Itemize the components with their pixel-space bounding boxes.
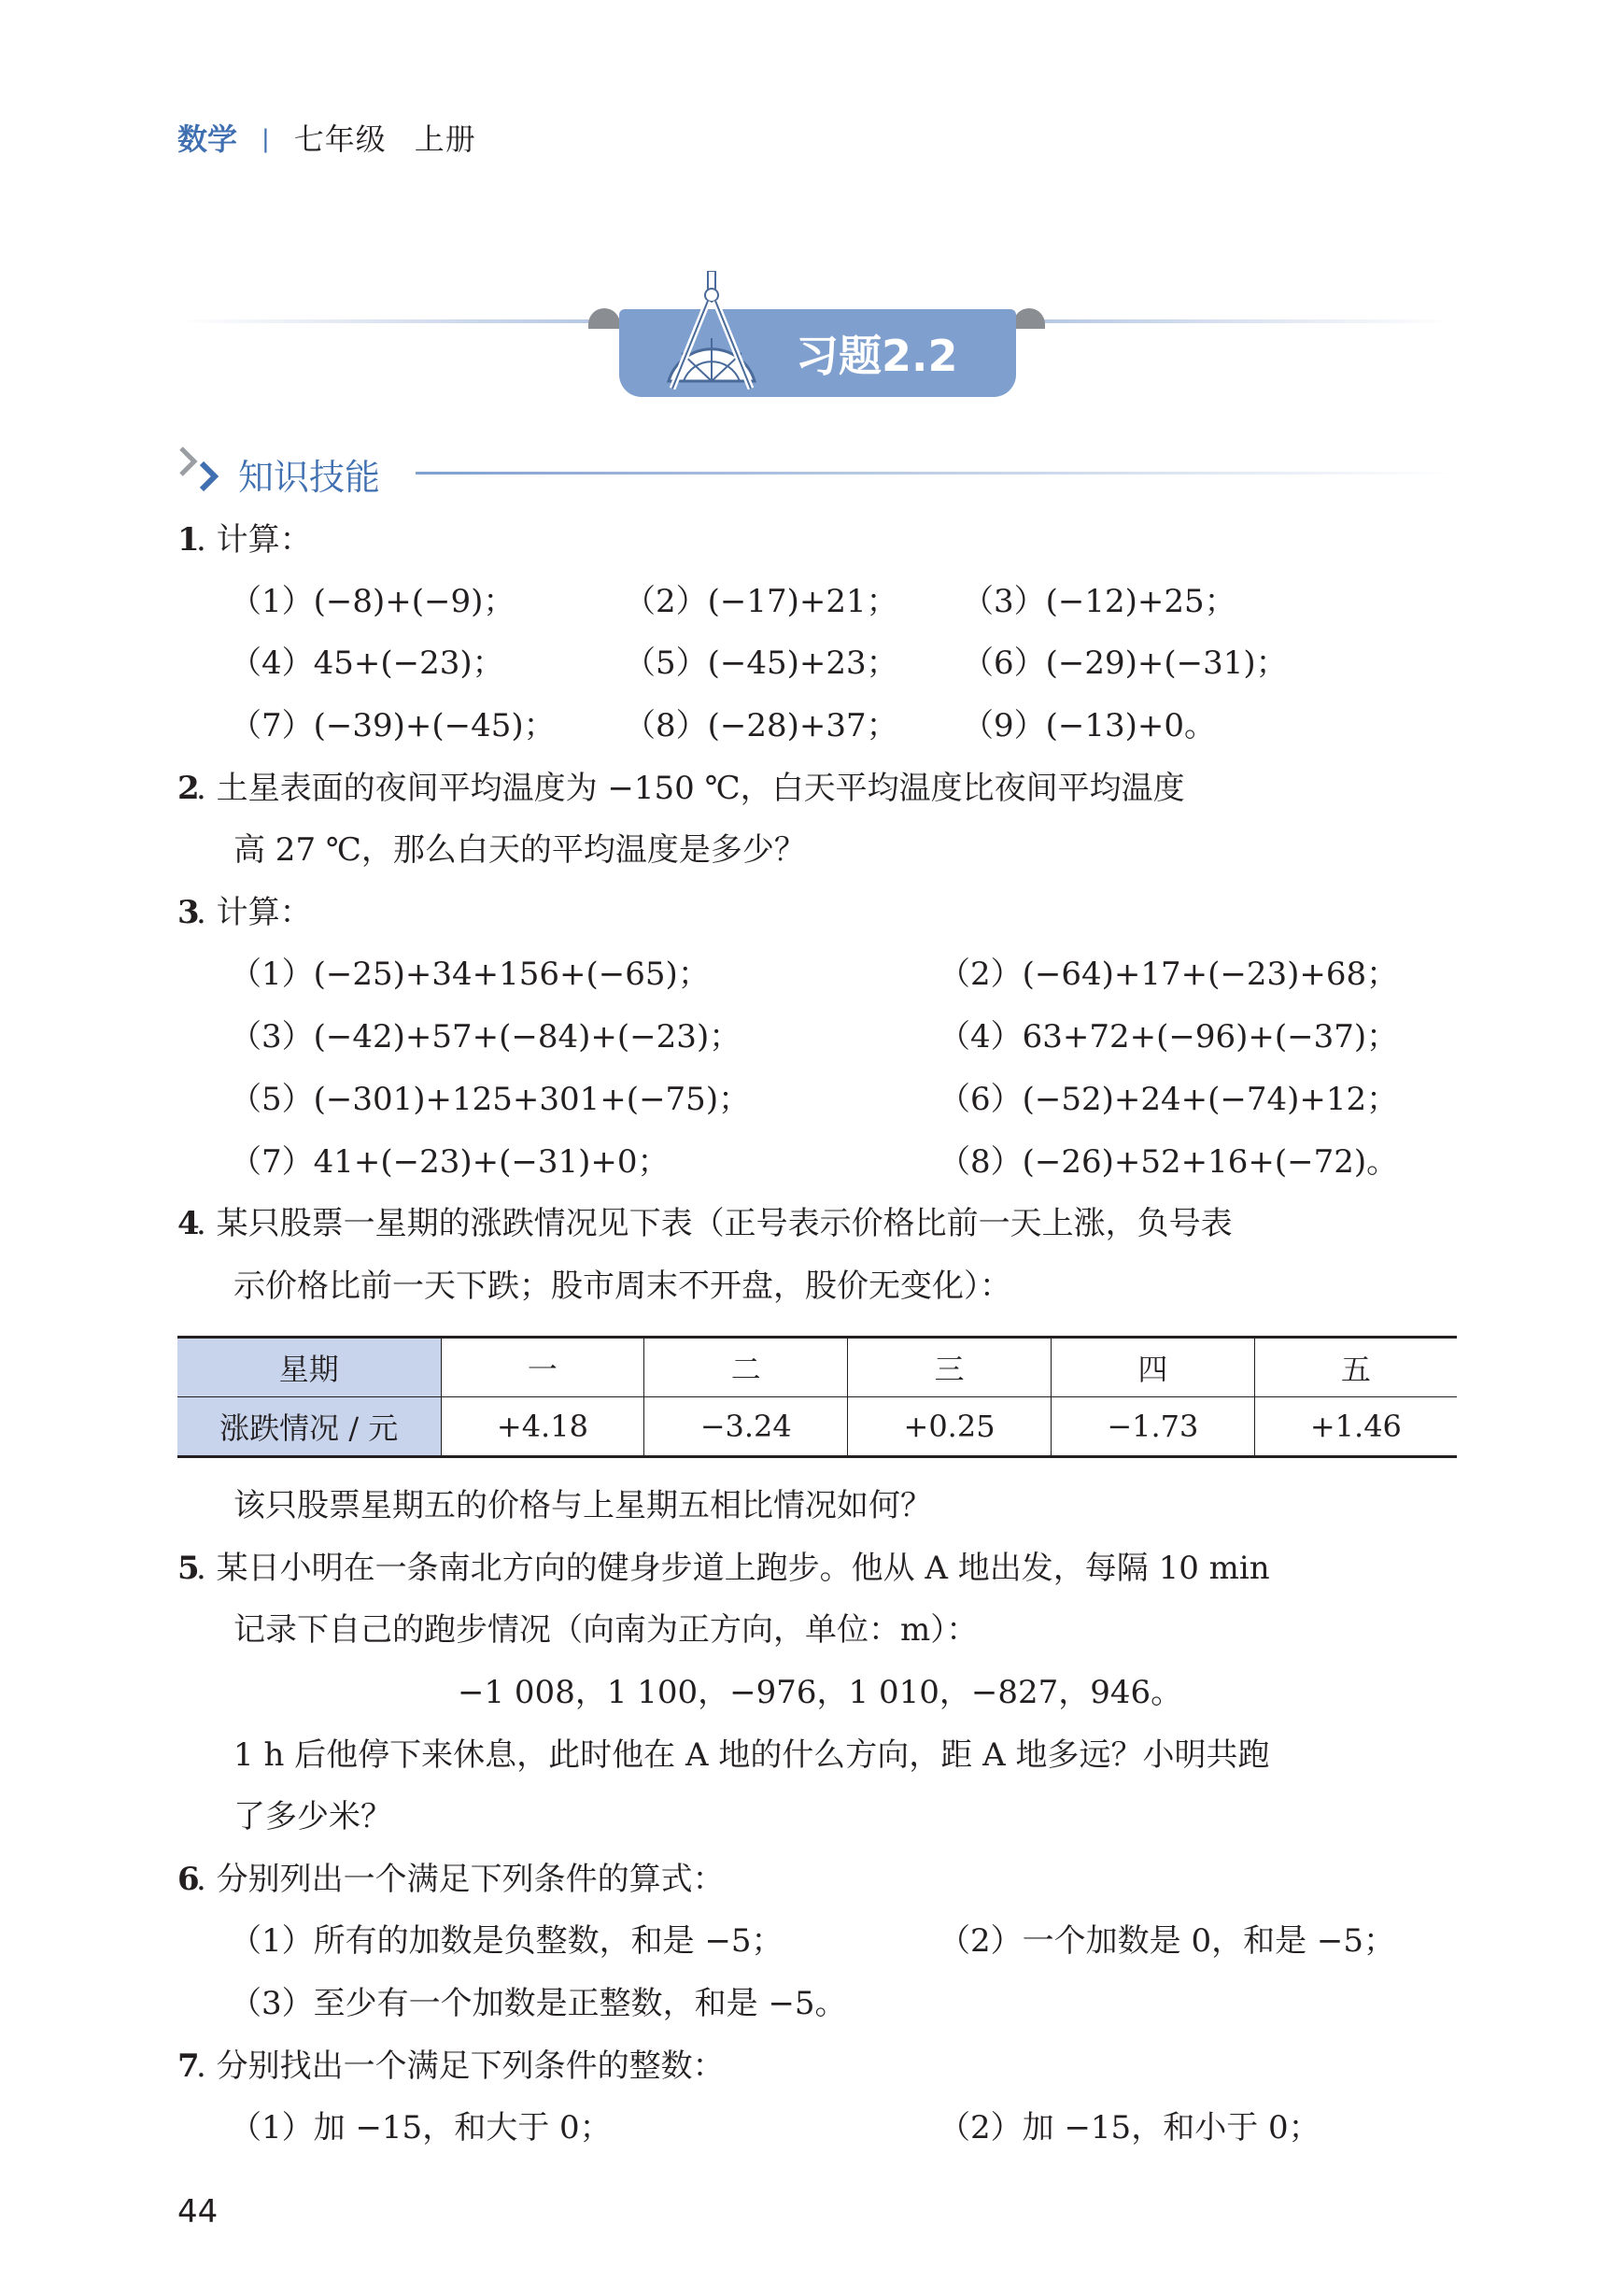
q1-item: （8）(−28)+37； (624, 707, 898, 744)
q5-text-line3: 1 h 后他停下来休息，此时他在 A 地的什么方向，距 A 地多远？小明共跑 (233, 1736, 1270, 1774)
table-cell: 涨跌情况 / 元 (177, 1397, 441, 1457)
q1-prompt: . 计算： (196, 521, 312, 559)
double-chevron-icon (177, 443, 230, 495)
q3-item: （1）(−25)+34+156+(−65)； (230, 956, 710, 993)
section-rule (416, 472, 1457, 475)
q6-item: （2）一个加数是 0，和是 −5； (939, 1922, 1395, 1960)
table-cell: +4.18 (441, 1397, 644, 1457)
title-rule-right (1027, 319, 1452, 323)
q7-item: （2）加 −15，和小于 0； (939, 2109, 1320, 2146)
q1-item: （2）(−17)+21； (624, 583, 898, 620)
stock-change-table (177, 1336, 1457, 1458)
q7-number: 7 (177, 2047, 200, 2085)
q1-number: 1 (177, 521, 200, 559)
q4-text-line1: . 某只股票一星期的涨跌情况见下表（正号表示价格比前一天上涨，负号表 (196, 1205, 1233, 1242)
q7-item: （1）加 −15，和大于 0； (230, 2109, 612, 2146)
running-header (177, 116, 504, 159)
exercise-title: 习题2.2 (796, 331, 958, 381)
table-cell: −1.73 (1051, 1397, 1254, 1457)
table-cell: +1.46 (1254, 1397, 1457, 1457)
q6-prompt: . 分别列出一个满足下列条件的算式： (196, 1861, 725, 1898)
q3-item: （8）(−26)+52+16+(−72)。 (939, 1143, 1399, 1181)
section-title: 知识技能 (238, 457, 381, 498)
q6-item: （3）至少有一个加数是正整数，和是 −5。 (230, 1985, 847, 2022)
q4-question: 该只股票星期五的价格与上星期五相比情况如何？ (233, 1487, 932, 1524)
header-separator: | (261, 125, 270, 153)
q1-item: （4）45+(−23)； (230, 645, 504, 682)
q3-number: 3 (177, 894, 200, 931)
grade-label (294, 121, 504, 157)
q7-prompt: . 分别找出一个满足下列条件的整数： (196, 2047, 725, 2085)
q5-data: −1 008，1 100，−976，1 010，−827，946。 (458, 1674, 1183, 1711)
subject-label: 数学 (177, 121, 238, 157)
table-row (177, 1397, 1457, 1457)
table-cell: 二 (644, 1338, 848, 1397)
banner-tab-left (588, 308, 620, 329)
q3-item: （7）41+(−23)+(−31)+0； (230, 1143, 670, 1181)
q1-item: （3）(−12)+25； (962, 583, 1236, 620)
q4-number: 4 (177, 1205, 200, 1242)
volume: 上册 (414, 121, 476, 157)
q5-text-line2: 记录下自己的跑步情况（向南为正方向，单位：m）： (233, 1611, 979, 1649)
q5-number: 5 (177, 1550, 200, 1587)
q1-item: （5）(−45)+23； (624, 645, 898, 682)
table-cell: 三 (848, 1338, 1052, 1397)
q1-item: （6）(−29)+(−31)； (962, 645, 1288, 682)
q2-number: 2 (177, 770, 200, 807)
q1-item: （9）(−13)+0。 (962, 707, 1217, 744)
grade: 七年级 (293, 121, 387, 157)
q1-item: （1）(−8)+(−9)； (230, 583, 515, 620)
q5-text-line1: . 某日小明在一条南北方向的健身步道上跑步。他从 A 地出发，每隔 10 min (196, 1550, 1270, 1587)
q3-prompt: . 计算： (196, 894, 312, 931)
q1-item: （7）(−39)+(−45)； (230, 707, 556, 744)
banner-tab-right (1013, 308, 1045, 329)
table-cell: 五 (1254, 1338, 1457, 1397)
q6-item: （1）所有的加数是负整数，和是 −5； (230, 1922, 784, 1960)
table-cell: −3.24 (644, 1397, 848, 1457)
compass-protractor-icon (656, 271, 768, 392)
q4-text-line2: 示价格比前一天下跌；股市周末不开盘，股价无变化）： (233, 1268, 1011, 1305)
table-cell: 四 (1051, 1338, 1254, 1397)
q2-text-line2: 高 27 ℃，那么白天的平均温度是多少？ (233, 831, 806, 869)
q3-item: （2）(−64)+17+(−23)+68； (939, 956, 1399, 993)
table-cell: 一 (441, 1338, 644, 1397)
page-number: 44 (177, 2193, 219, 2231)
q3-item: （6）(−52)+24+(−74)+12； (939, 1081, 1399, 1118)
q3-item: （5）(−301)+125+301+(−75)； (230, 1081, 751, 1118)
title-rule-left (177, 319, 607, 323)
q5-text-line4: 了多少米？ (233, 1798, 392, 1835)
q3-item: （4）63+72+(−96)+(−37)； (939, 1018, 1399, 1055)
table-header-row (177, 1338, 1457, 1397)
q3-item: （3）(−42)+57+(−84)+(−23)； (230, 1018, 741, 1055)
table-cell: +0.25 (848, 1397, 1052, 1457)
q2-text-line1: . 土星表面的夜间平均温度为 −150 ℃，白天平均温度比夜间平均温度 (196, 770, 1185, 807)
q6-number: 6 (177, 1861, 200, 1898)
table-cell: 星期 (177, 1338, 441, 1397)
